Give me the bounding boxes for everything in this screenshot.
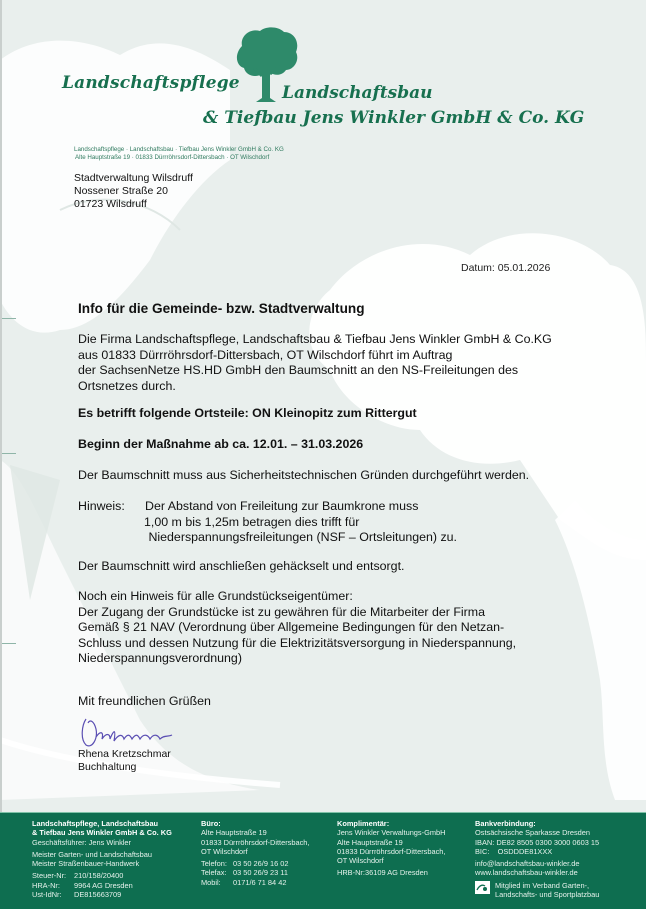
footer-company-name: Landschaftspflege, Landschaftsbau: [32, 819, 159, 828]
signer-name: Rhena Kretzschmar: [78, 748, 171, 760]
letter-date: [461, 262, 550, 274]
footer-partner-district: OT Wilschdorf: [337, 856, 384, 866]
footer-membership: [475, 881, 599, 900]
fold-mark: [2, 318, 16, 319]
intro-line: aus 01833 Dürrröhrsdorf-Dittersbach, OT Wilschdorf führt im Auftrag: [78, 347, 453, 362]
sender-line-1: Landschaftspflege · Landschaftsbau · Tiefbau Jens Winkler GmbH & Co. KG: [74, 146, 284, 153]
footer-partner-city: 01833 Dürrröhrsdorf-Dittersbach,: [337, 846, 446, 856]
intro-line: der SachsenNetze HS.HD GmbH den Baumschnitt an den NS-Freileitungen des: [78, 363, 519, 377]
signer-block: [78, 748, 171, 774]
recipient-name: Stadtverwaltung Wilsdruff: [74, 172, 193, 184]
footer-company-name: & Tiefbau Jens Winkler GmbH & Co. KG: [32, 828, 172, 838]
letter-title: Info für die Gemeinde- bzw. Stadtverwaltung: [78, 301, 365, 316]
affected-districts: Es betrifft folgende Ortsteile: ON Kleinopitz zum Rittergut: [78, 406, 417, 420]
owners-note-line: Der Zugang der Grundstücke ist zu gewähren für die Mitarbeiter der Firma: [78, 604, 486, 619]
hinweis-line: 1,00 m bis 1,25m betragen dies trifft für: [144, 514, 360, 529]
signature: [80, 715, 176, 751]
footer-office-street: Alte Hauptstraße 19: [201, 828, 267, 838]
intro-line: Ortsnetzes durch.: [78, 378, 176, 393]
footer-bank-bic: BIC: OSDDDE81XXX: [475, 846, 553, 856]
owners-note-line: Noch ein Hinweis für alle Grundstückseigentümer:: [78, 589, 353, 603]
footer-contact-row: Mobil: 0171/6 71 84 42: [201, 877, 287, 887]
association-logo-icon: [475, 881, 490, 894]
reason-text: Der Baumschnitt muss aus Sicherheitstechnischen Gründen durchgeführt werden.: [78, 468, 530, 482]
intro-line: Die Firma Landschaftspflege, Landschaftsbau & Tiefbau Jens Winkler GmbH & Co.KG: [78, 332, 552, 346]
footer-office-district: OT Wilschdorf: [201, 846, 248, 856]
hinweis-label: Hinweis:: [78, 499, 125, 513]
owners-note-line: Schluss und dessen Nutzung für die Elektrizitätsversorgung in Niederspannung,: [78, 635, 517, 650]
footer-partner-heading: Komplimentär:: [337, 819, 390, 828]
recipient-city: 01723 Wilsdruff: [74, 198, 147, 210]
footer-member-line: Landschafts- und Sportplatzbau: [495, 890, 600, 900]
logo-text-company: & Tiefbau Jens Winkler GmbH & Co. KG: [203, 108, 585, 128]
footer-qualification: Meister Straßenbauer-Handwerk: [32, 859, 140, 869]
logo-text-landschaftsbau: Landschaftsbau: [282, 83, 433, 103]
footer-office: [201, 819, 309, 887]
page-left-edge: [0, 0, 2, 812]
footer-bank-iban: IBAN: DE82 8505 0300 3000 0603 15: [475, 837, 600, 847]
footer-id-row: Steuer-Nr: 210/158/20400: [32, 871, 124, 881]
footer-id-row: Ust-IdNr: DE815663709: [32, 890, 122, 900]
logo-text-landschaftspflege: Landschaftspflege: [62, 73, 240, 93]
owners-note-line: Gemäß § 21 NAV (Verordnung über Allgemeine Bedingungen für den Netzan-: [78, 620, 505, 634]
date-label: Datum:: [461, 262, 495, 274]
footer-contact-row: Telefax: 03 50 26/9 23 11: [201, 868, 288, 878]
footer-contact-row: Telefon: 03 50 26/9 16 02: [201, 859, 289, 869]
footer-email-link[interactable]: info@landschaftsbau-winkler.de: [475, 859, 580, 869]
footer-manager: Geschäftsführer: Jens Winkler: [32, 837, 131, 847]
footer-company: [32, 819, 172, 899]
hinweis-line: Der Abstand von Freileitung zur Baumkrone muss: [145, 499, 419, 513]
hole-mark: [2, 453, 16, 454]
owners-note-line: Niederspannungsverordnung): [78, 651, 242, 665]
measure-period: Beginn der Maßnahme ab ca. 12.01. – 31.03.2026: [78, 437, 364, 451]
footer-id-row: HRA-Nr: 9964 AG Dresden: [32, 880, 133, 890]
footer-bank-heading: Bankverbindung:: [475, 819, 536, 828]
hinweis-text: [145, 499, 457, 546]
footer-hrb-row: HRB-Nr: 36109 AG Dresden: [337, 868, 428, 878]
footer-website-link[interactable]: www.landschaftsbau-winkler.de: [475, 868, 578, 878]
footer-partner-street: Alte Hauptstraße 19: [337, 837, 403, 847]
footer-partner: [337, 819, 445, 878]
intro-paragraph: [78, 332, 552, 394]
date-value: 05.01.2026: [497, 262, 551, 274]
footer-partner-name: Jens Winkler Verwaltungs-GmbH: [337, 828, 446, 838]
owners-note: [78, 589, 516, 667]
recipient-street: Nossener Straße 20: [74, 185, 168, 197]
closing-text: Mit freundlichen Grüßen: [78, 694, 211, 708]
footer-office-city: 01833 Dürrröhrsdorf-Dittersbach,: [201, 837, 310, 847]
signer-role: Buchhaltung: [78, 761, 137, 773]
hinweis-line: Niederspannungsfreileitungen (NSF – Ortsleitungen) zu.: [145, 530, 457, 544]
footer-qualification: Meister Garten- und Landschaftsbau: [32, 849, 152, 859]
letter-footer: [0, 812, 646, 909]
sender-line-2: Alte Hauptstraße 19 · 01833 Dürrröhrsdorf-Dittersbach · OT Wilschdorf: [75, 154, 270, 161]
footer-bank-name: Ostsächsische Sparkasse Dresden: [475, 828, 591, 838]
footer-bank: [475, 819, 599, 899]
recipient-address: [74, 172, 193, 211]
footer-office-heading: Büro:: [201, 819, 221, 828]
footer-member-line: Mitglied im Verband Garten-,: [495, 880, 590, 890]
disposal-text: Der Baumschnitt wird anschließen gehäckselt und entsorgt.: [78, 559, 405, 573]
fold-mark: [2, 643, 16, 644]
